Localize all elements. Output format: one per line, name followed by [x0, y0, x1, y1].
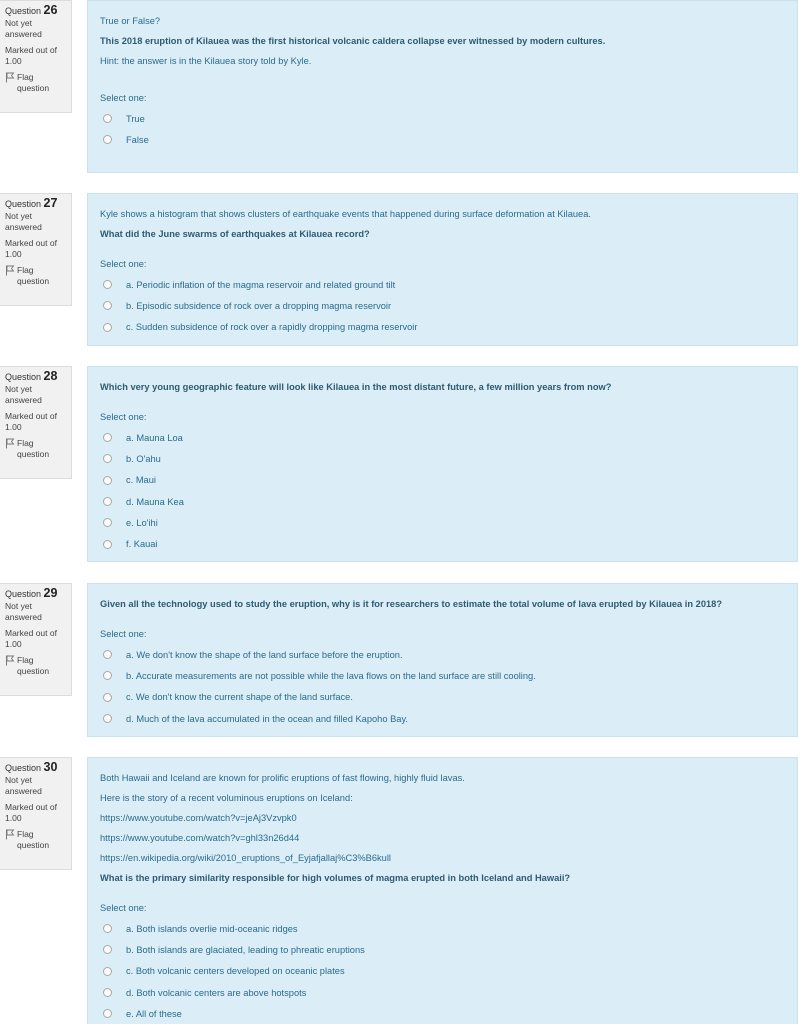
option-label[interactable]: a. Periodic inflation of the magma reservoir and related ground tilt — [126, 279, 396, 290]
question-text-line: True or False? — [100, 16, 161, 26]
question-number: Question 30 — [5, 760, 58, 774]
question-number: Question 27 — [5, 196, 58, 210]
radio-button[interactable] — [103, 518, 112, 527]
flag-icon — [5, 438, 15, 449]
option-label[interactable]: b. Both islands are glaciated, leading to phreatic eruptions — [126, 944, 365, 955]
flag-question-link[interactable]: Flag question — [5, 438, 67, 460]
flag-icon — [5, 265, 15, 276]
question-text-line: Which very young geographic feature will look like Kilauea in the most distant future, a few million years from now? — [100, 382, 612, 392]
question-grade: Marked out of 1.00 — [5, 411, 57, 432]
question-info — [0, 0, 72, 113]
question-state: Not yet answered — [5, 18, 42, 39]
answer-option[interactable] — [100, 129, 785, 150]
question-state: Not yet answered — [5, 775, 42, 796]
option-label[interactable]: d. Mauna Kea — [126, 496, 184, 507]
select-one-prompt: Select one: — [100, 259, 147, 269]
flag-question-link[interactable]: Flag question — [5, 829, 67, 851]
answer-option[interactable] — [100, 295, 785, 316]
flag-icon — [5, 655, 15, 666]
radio-button[interactable] — [103, 433, 112, 442]
radio-button[interactable] — [103, 135, 112, 144]
question-grade: Marked out of 1.00 — [5, 238, 57, 259]
answer-option[interactable] — [100, 1003, 785, 1024]
radio-button[interactable] — [103, 1009, 112, 1018]
question-info — [0, 366, 72, 479]
answer-option[interactable] — [100, 939, 785, 960]
radio-button[interactable] — [103, 693, 112, 702]
answer-option[interactable] — [100, 274, 785, 295]
option-label[interactable]: c. Maui — [126, 475, 156, 486]
question-content — [87, 757, 798, 1024]
option-label[interactable]: a. Both islands overlie mid-oceanic ridges — [126, 923, 298, 934]
question-content — [87, 193, 798, 346]
question-state: Not yet answered — [5, 384, 42, 405]
question-grade: Marked out of 1.00 — [5, 45, 57, 66]
question-text-line: What is the primary similarity responsible for high volumes of magma erupted in both Iceland and Hawaii? — [100, 873, 571, 883]
option-label[interactable]: d. Much of the lava accumulated in the ocean and filled Kapoho Bay. — [126, 713, 409, 724]
select-one-prompt: Select one: — [100, 903, 147, 913]
answer-option[interactable] — [100, 470, 785, 491]
radio-button[interactable] — [103, 301, 112, 310]
answer-option[interactable] — [100, 687, 785, 708]
flag-question-link[interactable]: Flag question — [5, 72, 67, 94]
select-one-prompt: Select one: — [100, 412, 147, 422]
radio-button[interactable] — [103, 280, 112, 289]
question-text-line: Hint: the answer is in the Kilauea story told by Kyle. — [100, 56, 312, 66]
select-one-prompt: Select one: — [100, 93, 147, 103]
radio-button[interactable] — [103, 650, 112, 659]
radio-button[interactable] — [103, 323, 112, 332]
question-number: Question 29 — [5, 586, 58, 600]
option-label[interactable]: d. Both volcanic centers are above hotspots — [126, 987, 307, 998]
option-label[interactable]: b. Episodic subsidence of rock over a dropping magma reservoir — [126, 300, 392, 311]
option-label[interactable]: b. Accurate measurements are not possible while the lava flows on the land surface are still cooling. — [126, 670, 536, 681]
radio-button[interactable] — [103, 476, 112, 485]
option-label[interactable]: c. Both volcanic centers developed on oceanic plates — [126, 966, 345, 977]
radio-button[interactable] — [103, 454, 112, 463]
question-number: Question 26 — [5, 3, 58, 17]
answer-option[interactable] — [100, 533, 785, 554]
option-label[interactable]: True — [126, 113, 145, 124]
question-text-line: What did the June swarms of earthquakes at Kilauea record? — [100, 229, 370, 239]
question-info — [0, 757, 72, 870]
answer-option[interactable] — [100, 644, 785, 665]
radio-button[interactable] — [103, 988, 112, 997]
question-state: Not yet answered — [5, 601, 42, 622]
question-grade: Marked out of 1.00 — [5, 802, 57, 823]
option-label[interactable]: a. Mauna Loa — [126, 432, 183, 443]
flag-question-link[interactable]: Flag question — [5, 265, 67, 287]
question-state: Not yet answered — [5, 211, 42, 232]
answer-option[interactable] — [100, 108, 785, 129]
question-text-line: Both Hawaii and Iceland are known for prolific eruptions of fast flowing, highly fluid lavas. — [100, 773, 465, 783]
question-content — [87, 583, 798, 737]
radio-button[interactable] — [103, 497, 112, 506]
radio-button[interactable] — [103, 714, 112, 723]
answer-option[interactable] — [100, 491, 785, 512]
radio-button[interactable] — [103, 945, 112, 954]
radio-button[interactable] — [103, 924, 112, 933]
option-label[interactable]: c. Sudden subsidence of rock over a rapidly dropping magma reservoir — [126, 322, 418, 333]
question-text-line: Given all the technology used to study the eruption, why is it for researchers to estimate the total volume of lava erupted by Kilauea in 2018? — [100, 599, 723, 609]
answer-option[interactable] — [100, 317, 785, 338]
question-info — [0, 583, 72, 696]
question-text-line: This 2018 eruption of Kilauea was the first historical volcanic caldera collapse ever witnessed by modern cultures. — [100, 36, 606, 46]
flag-icon — [5, 829, 15, 840]
answer-option[interactable] — [100, 961, 785, 982]
answer-option[interactable] — [100, 665, 785, 686]
question-number: Question 28 — [5, 369, 58, 383]
flag-question-link[interactable]: Flag question — [5, 655, 67, 677]
answer-option[interactable] — [100, 708, 785, 729]
option-label[interactable]: f. Kauai — [126, 539, 158, 550]
option-label[interactable]: e. Lo'ihi — [126, 517, 158, 528]
question-text-line: Kyle shows a histogram that shows clusters of earthquake events that happened during surface deformation at Kilauea. — [100, 209, 591, 219]
wikipedia-link[interactable]: https://en.wikipedia.org/wiki/2010_eruptions_of_Eyjafjallaj%C3%B6kull — [100, 853, 391, 863]
option-label[interactable]: c. We don't know the current shape of the land surface. — [126, 692, 353, 703]
question-content — [87, 366, 798, 562]
answer-option[interactable] — [100, 512, 785, 533]
option-label[interactable]: e. All of these — [126, 1008, 182, 1019]
answer-option[interactable] — [100, 918, 785, 939]
question-grade: Marked out of 1.00 — [5, 628, 57, 649]
question-info — [0, 193, 72, 306]
option-label[interactable]: a. We don't know the shape of the land surface before the eruption. — [126, 649, 403, 660]
radio-button[interactable] — [103, 671, 112, 680]
radio-button[interactable] — [103, 967, 112, 976]
answer-option[interactable] — [100, 427, 785, 448]
select-one-prompt: Select one: — [100, 629, 147, 639]
radio-button[interactable] — [103, 114, 112, 123]
option-label[interactable]: False — [126, 134, 149, 145]
question-text-line: Here is the story of a recent voluminous eruptions on Iceland: — [100, 793, 353, 803]
video-link-2[interactable]: https://www.youtube.com/watch?v=ghl33n26d44 — [100, 833, 300, 843]
question-content — [87, 0, 798, 173]
option-label[interactable]: b. O'ahu — [126, 453, 161, 464]
flag-icon — [5, 72, 15, 83]
answer-option[interactable] — [100, 448, 785, 469]
answer-option[interactable] — [100, 982, 785, 1003]
radio-button[interactable] — [103, 540, 112, 549]
video-link-1[interactable]: https://www.youtube.com/watch?v=jeAj3Vzvpk0 — [100, 813, 297, 823]
